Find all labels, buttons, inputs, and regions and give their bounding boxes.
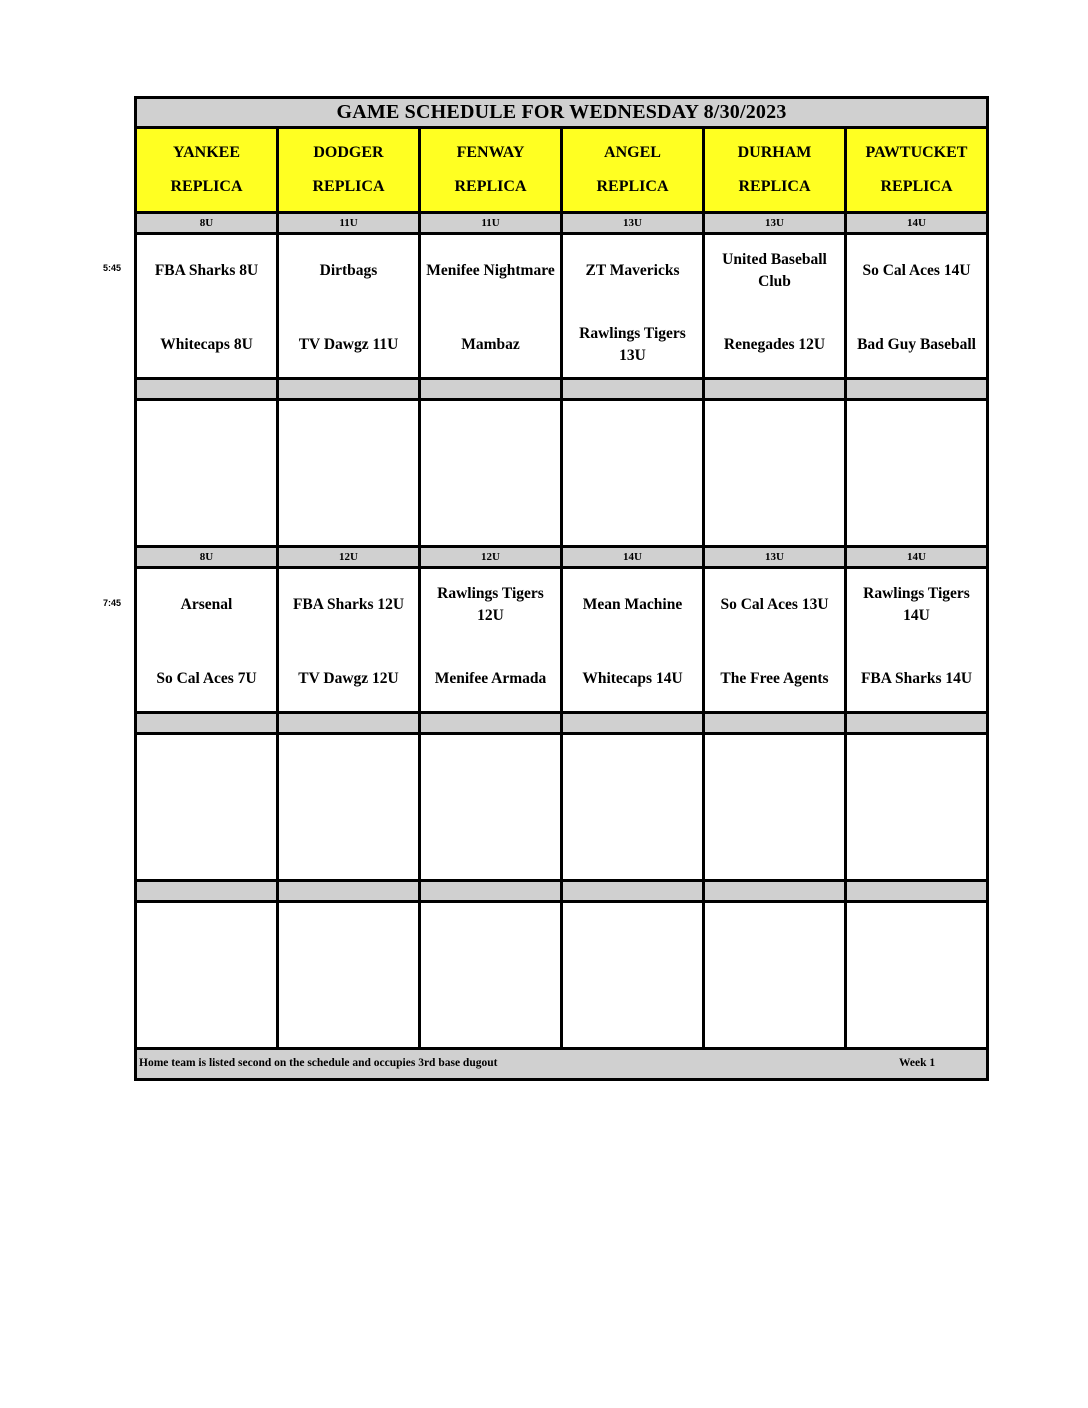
age-division: 12U (279, 548, 418, 566)
empty-game-cell (705, 903, 844, 1047)
field-header-angel (563, 129, 702, 211)
game-cell (563, 235, 702, 377)
away-team: Mean Machine (582, 596, 683, 613)
home-team: Mambaz (461, 336, 520, 353)
game-cell (137, 569, 276, 711)
gray-band-cell (563, 714, 702, 732)
game-cell (563, 569, 702, 711)
game-cell (847, 569, 986, 711)
away-team: Arsenal (180, 596, 233, 613)
age-division: 14U (847, 214, 986, 232)
empty-game-cell (279, 735, 418, 879)
gray-band-cell (279, 882, 418, 900)
field-name: YANKEE (173, 144, 240, 161)
field-name: ANGEL (604, 144, 661, 161)
gray-band-cell (421, 882, 560, 900)
home-team: Rawlings Tigers 13U (579, 325, 686, 364)
empty-division-row (137, 882, 986, 900)
field-header-dodger (279, 129, 418, 211)
gray-band-cell (705, 882, 844, 900)
game-cell (421, 235, 560, 377)
game-cell (279, 235, 418, 377)
away-team: So Cal Aces 14U (862, 262, 971, 279)
field-name: DURHAM (737, 144, 812, 161)
age-division: 8U (137, 548, 276, 566)
gray-band-cell (847, 380, 986, 398)
empty-game-cell (563, 401, 702, 545)
age-division: 13U (563, 214, 702, 232)
field-type: REPLICA (170, 178, 243, 195)
empty-game-cell (705, 401, 844, 545)
field-type: REPLICA (880, 178, 953, 195)
empty-game-cell (279, 401, 418, 545)
empty-division-row (137, 714, 986, 732)
gray-band-cell (279, 380, 418, 398)
away-team: United Baseball Club (722, 251, 827, 290)
field-name: DODGER (313, 144, 384, 161)
field-header-row (137, 129, 986, 211)
home-team: Renegades 12U (723, 336, 826, 353)
field-name: PAWTUCKET (865, 144, 968, 161)
time-label-slot-1: 5:45 (103, 263, 122, 273)
schedule-table (134, 96, 989, 1081)
empty-game-cell (847, 735, 986, 879)
field-header-pawtucket (847, 129, 986, 211)
empty-game-cell (279, 903, 418, 1047)
empty-game-row (137, 903, 986, 1047)
home-team: TV Dawgz 11U (298, 336, 399, 353)
age-division: 13U (705, 214, 844, 232)
empty-game-row (137, 735, 986, 879)
gray-band-cell (705, 714, 844, 732)
empty-game-cell (421, 903, 560, 1047)
game-cell (847, 235, 986, 377)
game-row (137, 569, 986, 711)
field-header-fenway (421, 129, 560, 211)
away-team: Menifee Nightmare (426, 262, 555, 279)
empty-game-cell (847, 401, 986, 545)
home-team-note: Home team is listed second on the schedule and occupies 3rd base dugout (139, 1057, 498, 1069)
empty-game-cell (421, 401, 560, 545)
gray-band-cell (705, 380, 844, 398)
gray-band-cell (137, 714, 276, 732)
away-team: FBA Sharks 8U (154, 262, 259, 279)
empty-division-row (137, 380, 986, 398)
game-cell (137, 235, 276, 377)
age-division-row (137, 214, 986, 232)
away-team: So Cal Aces 13U (720, 596, 829, 613)
gray-band-cell (279, 714, 418, 732)
game-cell (705, 235, 844, 377)
gray-band-cell (563, 380, 702, 398)
gray-band-cell (421, 380, 560, 398)
time-label-slot-2: 7:45 (103, 598, 122, 608)
field-type: REPLICA (738, 178, 811, 195)
age-division: 11U (421, 214, 560, 232)
game-row (137, 235, 986, 377)
field-type: REPLICA (596, 178, 669, 195)
gray-band-cell (137, 380, 276, 398)
age-division: 14U (563, 548, 702, 566)
home-team: Bad Guy Baseball (857, 336, 976, 353)
game-cell (705, 569, 844, 711)
gray-band-cell (421, 714, 560, 732)
empty-game-cell (137, 735, 276, 879)
away-team: ZT Mavericks (585, 262, 680, 279)
empty-game-cell (137, 903, 276, 1047)
away-team: Rawlings Tigers 12U (437, 585, 544, 624)
empty-game-cell (563, 903, 702, 1047)
game-cell (421, 569, 560, 711)
age-division-row (137, 548, 986, 566)
away-team: FBA Sharks 12U (292, 596, 405, 613)
age-division: 14U (847, 548, 986, 566)
empty-game-cell (421, 735, 560, 879)
home-team: TV Dawgz 12U (298, 670, 399, 687)
field-type: REPLICA (454, 178, 527, 195)
age-division: 11U (279, 214, 418, 232)
field-type: REPLICA (312, 178, 385, 195)
empty-game-cell (705, 735, 844, 879)
gray-band-cell (563, 882, 702, 900)
home-team: Whitecaps 8U (160, 336, 253, 353)
home-team: So Cal Aces 7U (156, 670, 257, 687)
age-division: 8U (137, 214, 276, 232)
empty-game-row (137, 401, 986, 545)
gray-band-cell (847, 882, 986, 900)
field-name: FENWAY (456, 144, 525, 161)
gray-band-cell (137, 882, 276, 900)
home-team: Menifee Armada (434, 670, 547, 687)
game-cell (279, 569, 418, 711)
schedule-title: GAME SCHEDULE FOR WEDNESDAY 8/30/2023 (137, 99, 986, 126)
gray-band-cell (847, 714, 986, 732)
empty-game-cell (563, 735, 702, 879)
away-team: Dirtbags (319, 262, 378, 279)
field-header-durham (705, 129, 844, 211)
home-team: FBA Sharks 14U (860, 670, 973, 687)
home-team: Whitecaps 14U (582, 670, 683, 687)
week-label: Week 1 (899, 1057, 936, 1069)
home-team: The Free Agents (720, 670, 829, 687)
age-division: 12U (421, 548, 560, 566)
footer-bar (137, 1050, 986, 1078)
empty-game-cell (137, 401, 276, 545)
empty-game-cell (847, 903, 986, 1047)
field-header-yankee (137, 129, 276, 211)
away-team: Rawlings Tigers 14U (863, 585, 970, 624)
age-division: 13U (705, 548, 844, 566)
